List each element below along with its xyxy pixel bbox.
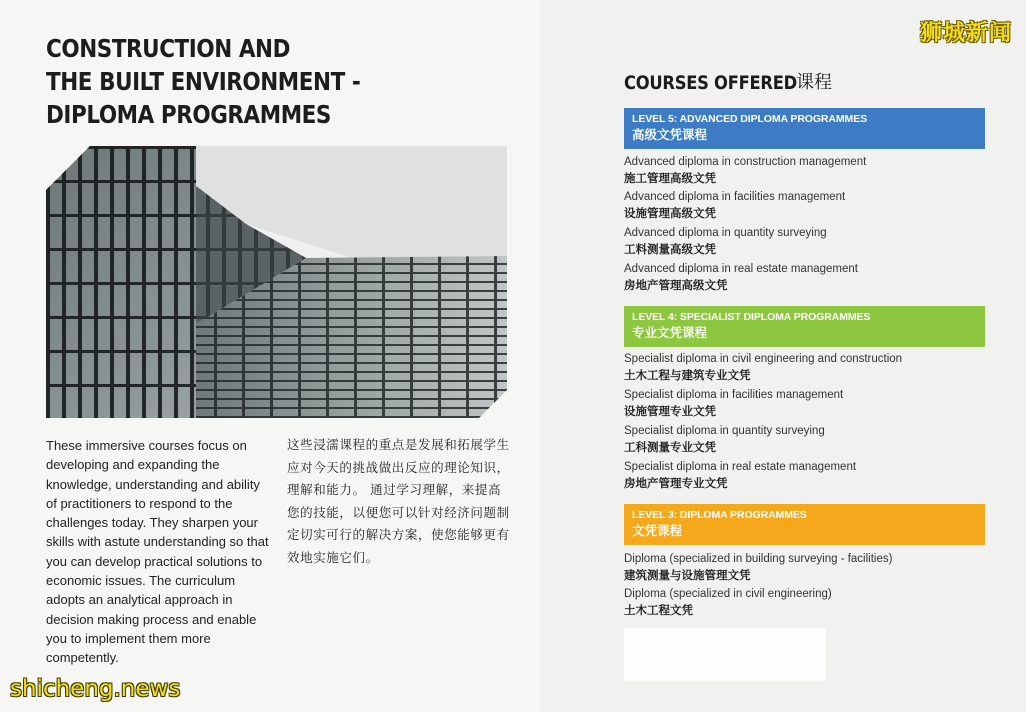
course-name-en: Specialist diploma in quantity surveying [624,425,825,437]
course-name-zh: 土木工程与建筑专业文凭 [624,368,751,382]
intro-paragraph-zh: 这些浸濡课程的重点是发展和拓展学生应对今天的挑战做出反应的理论知识，理解和能力。 通过学习理解，来提高您的技能，以便您可以针对经济问题制定切实可行的解决方案，使您能够更有效地实施它们。 [287,437,510,565]
course-name-zh: 工科测量专业文凭 [624,440,716,454]
page-title [46,32,360,131]
level-3-header [624,504,985,545]
level-5-title-en: LEVEL 5: ADVANCED DIPLOMA PROGRAMMES [632,113,867,125]
courses-heading-zh: 课程 [796,72,832,93]
course-name-zh: 建筑测量与设施管理文凭 [624,568,751,582]
level-3-title-zh: 文凭课程 [632,523,683,538]
course-name-zh: 施工管理高级文凭 [624,171,716,185]
course-item [624,190,984,221]
course-name-en: Advanced diploma in real estate management [624,263,858,275]
level-3-title-en: LEVEL 3: DIPLOMA PROGRAMMES [632,509,807,521]
title-line-2: THE BUILT ENVIRONMENT - [46,67,361,96]
watermark-logo-top: 狮城新闻 [919,21,1012,46]
course-item [624,388,984,419]
course-name-en: Specialist diploma in civil engineering and construction [624,353,903,365]
course-name-en: Specialist diploma in real estate management [624,461,857,473]
intro-paragraph-en: These immersive courses focus on developing and expanding the knowledge, understanding and ability of practitioners to respond to the challenges today. They sharpen your skills with astute understanding so that you can develop practical solutions to economic issues. The curriculum adopts an analytical approach in decision making process and enable you to implement them more competently. [46,438,269,666]
course-name-en: Advanced diploma in quantity surveying [624,227,827,239]
course-name-zh: 工料测量高级文凭 [624,242,716,256]
courses-heading [624,72,832,94]
course-name-zh: 土木工程文凭 [624,603,693,617]
building-photo [46,146,507,418]
course-item [624,226,984,257]
course-item [624,352,984,383]
level-4-title-zh: 专业文凭课程 [632,325,708,340]
course-item [624,552,984,583]
course-item [624,262,984,293]
course-name-en: Diploma (specialized in civil engineering) [624,588,832,600]
course-item [624,155,984,186]
course-item [624,424,984,455]
title-line-3: DIPLOMA PROGRAMMES [46,100,331,129]
level-4-header [624,306,985,347]
courses-heading-en: COURSES OFFERED [624,72,797,94]
course-name-zh: 设施管理高级文凭 [624,206,716,220]
level-5-title-zh: 高级文凭课程 [632,127,708,142]
watermark-logo-bottom: shicheng.news [10,676,181,702]
blank-panel [624,628,826,681]
course-name-zh: 设施管理专业文凭 [624,404,716,418]
course-name-en: Specialist diploma in facilities management [624,389,844,401]
course-name-en: Advanced diploma in facilities management [624,191,846,203]
course-name-zh: 房地产管理专业文凭 [624,476,728,490]
level-5-header [624,108,985,149]
course-item [624,460,984,491]
course-name-en: Advanced diploma in construction management [624,156,867,168]
course-name-zh: 房地产管理高级文凭 [624,278,728,292]
level-4-title-en: LEVEL 4: SPECIALIST DIPLOMA PROGRAMMES [632,311,871,323]
course-item [624,587,984,618]
course-name-en: Diploma (specialized in building surveying - facilities) [624,553,893,565]
title-line-1: CONSTRUCTION AND [46,34,291,63]
